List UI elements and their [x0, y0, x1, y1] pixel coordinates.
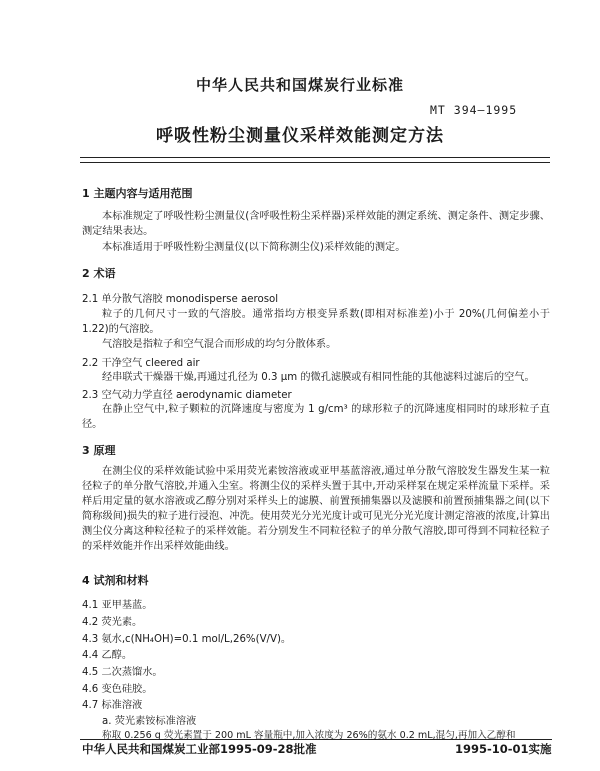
section-3-paragraph: 在测尘仪的采样效能试验中采用荧光素铵溶液或亚甲基蓝溶液,通过单分散气溶胶发生器发生某一粒径粒子的单分散气溶胶,并通入尘室。将测尘仪的采样头置于其中,开动采样泵在规定采样流量下采样。采样后用定量的氨水溶液或乙醇分别对采样头上的滤膜、前置预捕集器以及滤膜和前置预捕集器之间(以下简称级间)损失的粒子进行浸泡、冲洗。使用荧光分光光度计或可见光分光光度计测定溶液的浓度,计算出测尘仪分离这种粒径粒子的采样效能。若分别发生不同粒径粒子的单分散气溶胶,即可得到不同粒径粒子的采样效能并作出采样效能曲线。: [82, 466, 550, 552]
title-rule-bottom: [80, 162, 550, 163]
section-1-paragraph-1: 本标准规定了呼吸性粉尘测量仪(含呼吸性粉尘采样器)采样效能的测定系统、测定条件、测定步骤、测定结果表达。: [82, 211, 550, 237]
list-item-4-1: 4.1 亚甲基蓝。: [82, 600, 153, 611]
list-item-4-4: 4.4 乙醇。: [82, 650, 133, 661]
term-2-1-note: 气溶胶是指粒子和空气混合而形成的均匀分散体系。: [102, 339, 337, 350]
list-item-4-6: 4.6 变色硅胶。: [82, 684, 153, 695]
term-2-1-definition: 粒子的几何尺寸一致的气溶胶。通常指均方根变异系数(即相对标准差)小于 20%(几何偏差小于 1.22)的气溶胶。: [82, 309, 550, 335]
standard-category: 中华人民共和国煤炭行业标准: [195, 76, 404, 94]
section-4-heading: 4 试剂和材料: [82, 574, 149, 587]
title-rule-top: [80, 157, 550, 158]
section-4-last-line: 称取 0.256 g 荧光素置于 200 mL 容量瓶中,加入浓度为 26%的氨水 0.2 mL,混匀,再加入乙醇和: [102, 730, 516, 741]
footer-rule: [80, 739, 552, 740]
section-2-heading: 2 术语: [82, 267, 116, 280]
section-1-paragraph-2: 本标准适用于呼吸性粉尘测量仪(以下简称测尘仪)采样效能的测定。: [102, 242, 406, 253]
section-1-heading: 1 主题内容与适用范围: [82, 187, 193, 200]
list-item-4-3: 4.3 氨水,c(NH₄OH)=0.1 mol/L,26%(V/V)。: [82, 634, 292, 645]
effective-date: 1995-10-01实施: [455, 742, 552, 756]
term-2-3: 2.3 空气动力学直径 aerodynamic diameter: [82, 390, 292, 401]
list-item-4-2: 4.2 荧光素。: [82, 617, 143, 628]
standard-number: MT 394—1995: [430, 103, 518, 117]
approval-line: 中华人民共和国煤炭工业部1995-09-28批准: [82, 742, 317, 756]
document-title: 呼吸性粉尘测量仪采样效能测定方法: [156, 126, 444, 146]
sub-item-a: a. 荧光素铵标准溶液: [102, 716, 197, 727]
term-2-2: 2.2 干净空气 cleered air: [82, 358, 200, 369]
term-2-3-definition: 在静止空气中,粒子颗粒的沉降速度与密度为 1 g/cm³ 的球形粒子的沉降速度相同时的球形粒子直径。: [82, 404, 550, 430]
section-3-heading: 3 原理: [82, 444, 116, 457]
list-item-4-5: 4.5 二次蒸馏水。: [82, 667, 163, 678]
term-2-2-definition: 经串联式干燥器干燥,再通过孔径为 0.3 μm 的微孔滤膜或有相同性能的其他滤料过滤后的空气。: [102, 372, 535, 383]
term-2-1: 2.1 单分散气溶胶 monodisperse aerosol: [82, 294, 279, 305]
list-item-4-7: 4.7 标准溶液: [82, 700, 143, 711]
